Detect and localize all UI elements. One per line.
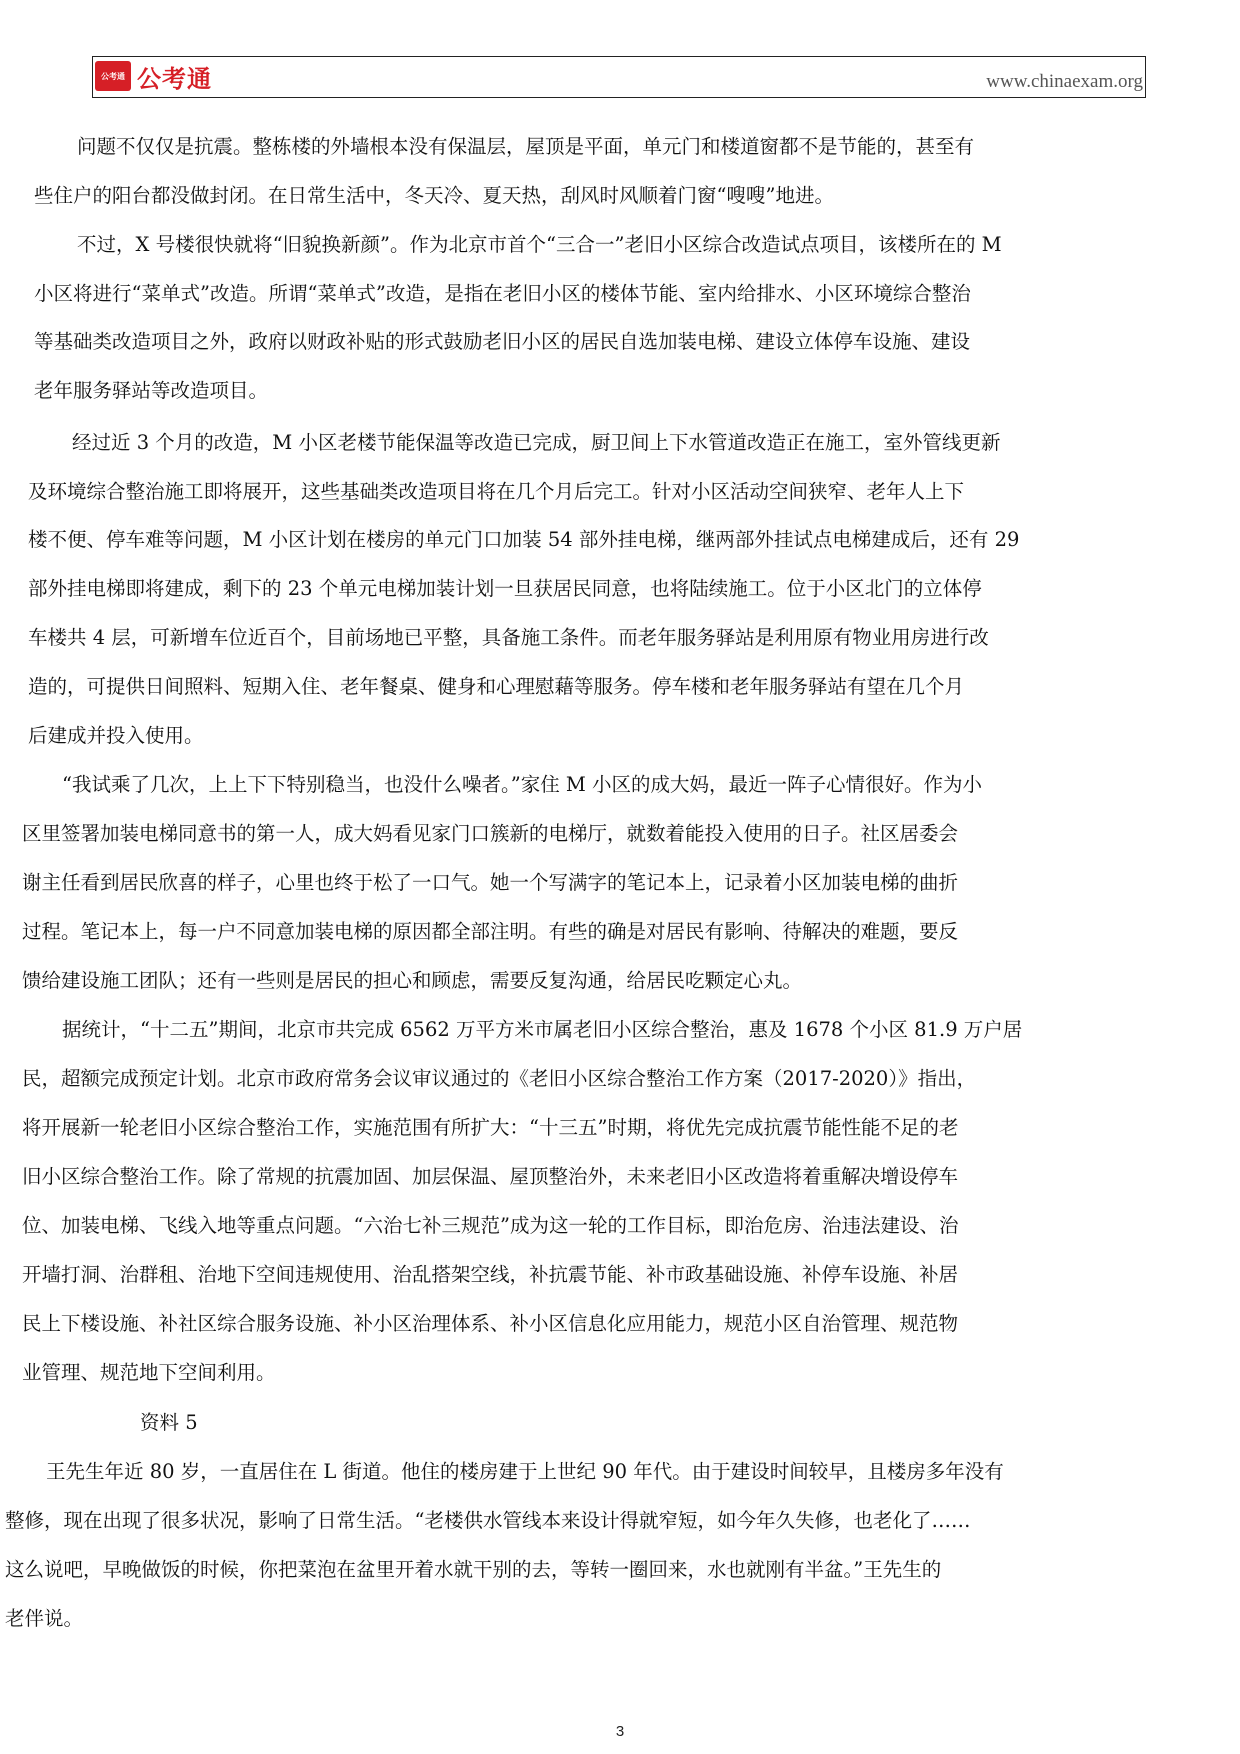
text-line: 这么说吧，早晚做饭的时候，你把菜泡在盆里开着水就干别的去，等转一圈回来，水也就刚有半盆。”王先生的 [5, 1558, 942, 1581]
text-line: 民上下楼设施、补社区综合服务设施、补小区治理体系、补小区信息化应用能力，规范小区自治管理、规范物 [22, 1312, 959, 1335]
text-line: 问题不仅仅是抗震。整栋楼的外墙根本没有保温层，屋顶是平面，单元门和楼道窗都不是节能的，甚至有 [77, 135, 975, 158]
text-line: 些住户的阳台都没做封闭。在日常生活中，冬天冷、夏天热，刮风时风顺着门窗“嗖嗖”地进。 [34, 184, 834, 207]
text-line: 造的，可提供日间照料、短期入住、老年餐桌、健身和心理慰藉等服务。停车楼和老年服务驿站有望在几个月 [28, 675, 965, 698]
text-line: 据统计，“十二五”期间，北京市共完成 6562 万平方米市属老旧小区综合整治，惠及 1678 个小区 81.9 万户居 [62, 1018, 1023, 1041]
text-line: 部外挂电梯即将建成，剩下的 23 个单元电梯加装计划一旦获居民同意，也将陆续施工。位于小区北门的立体停 [28, 577, 982, 600]
text-line: 开墙打洞、治群租、治地下空间违规使用、治乱搭架空线，补抗震节能、补市政基础设施、补停车设施、补居 [22, 1263, 959, 1286]
text-line: 区里签署加装电梯同意书的第一人，成大妈看见家门口簇新的电梯厅，就数着能投入使用的日子。社区居委会 [22, 822, 959, 845]
text-line: 老年服务驿站等改造项目。 [34, 379, 269, 402]
text-line: 整修，现在出现了很多状况，影响了日常生活。“老楼供水管线本来设计得就窄短，如今年久失修，也老化了…… [5, 1509, 971, 1532]
text-line: 不过，X 号楼很快就将“旧貌换新颜”。作为北京市首个“三合一”老旧小区综合改造试点项目，该楼所在的 M [77, 233, 1002, 256]
text-line: 民，超额完成预定计划。北京市政府常务会议审议通过的《老旧小区综合整治工作方案（2017-2020）》指出， [22, 1067, 977, 1090]
text-line: 等基础类改造项目之外，政府以财政补贴的形式鼓励老旧小区的居民自选加装电梯、建设立体停车设施、建设 [34, 330, 971, 353]
text-line: “我试乘了几次，上上下下特别稳当，也没什么噪者。”家住 M 小区的成大妈，最近一阵子心情很好。作为小 [62, 773, 983, 796]
text-line: 小区将进行“菜单式”改造。所谓“菜单式”改造，是指在老旧小区的楼体节能、室内给排水、小区环境综合整治 [34, 282, 971, 305]
text-line: 后建成并投入使用。 [28, 724, 204, 747]
page-header [92, 56, 1146, 98]
text-line: 谢主任看到居民欣喜的样子，心里也终于松了一口气。她一个写满字的笔记本上，记录着小区加装电梯的曲折 [22, 871, 959, 894]
text-line: 馈给建设施工团队；还有一些则是居民的担心和顾虑，需要反复沟通，给居民吃颗定心丸。 [22, 969, 803, 992]
section-heading: 资料 5 [140, 1411, 198, 1434]
logo-text: 公考通 [137, 64, 212, 93]
text-line: 位、加装电梯、飞线入地等重点问题。“六治七补三规范”成为这一轮的工作目标，即治危房、治违法建设、治 [22, 1214, 959, 1237]
logo [95, 59, 212, 93]
text-line: 将开展新一轮老旧小区综合整治工作，实施范围有所扩大：“十三五”时期，将优先完成抗震节能性能不足的老 [22, 1116, 959, 1139]
text-line: 楼不便、停车难等问题，M 小区计划在楼房的单元门口加装 54 部外挂电梯，继两部外挂试点电梯建成后，还有 29 [28, 528, 1020, 551]
logo-badge: 公考通 [95, 61, 131, 91]
text-line: 老伴说。 [5, 1607, 84, 1630]
text-line: 车楼共 4 层，可新增车位近百个，目前场地已平整，具备施工条件。而老年服务驿站是利用原有物业用房进行改 [28, 626, 989, 649]
page-number: 3 [615, 1723, 625, 1740]
text-line: 及环境综合整治施工即将展开，这些基础类改造项目将在几个月后完工。针对小区活动空间狭窄、老年人上下 [28, 480, 965, 503]
text-line: 王先生年近 80 岁，一直居住在 L 街道。他住的楼房建于上世纪 90 年代。由于建设时间较早，且楼房多年没有 [46, 1460, 1004, 1483]
site-url: www.chinaexam.org [986, 71, 1143, 92]
text-line: 经过近 3 个月的改造，M 小区老楼节能保温等改造已完成，厨卫间上下水管道改造正在施工，室外管线更新 [72, 431, 1001, 454]
text-line: 过程。笔记本上，每一户不同意加装电梯的原因都全部注明。有些的确是对居民有影响、待解决的难题，要反 [22, 920, 959, 943]
text-line: 旧小区综合整治工作。除了常规的抗震加固、加层保温、屋顶整治外，未来老旧小区改造将着重解决增设停车 [22, 1165, 959, 1188]
text-line: 业管理、规范地下空间利用。 [22, 1361, 276, 1384]
